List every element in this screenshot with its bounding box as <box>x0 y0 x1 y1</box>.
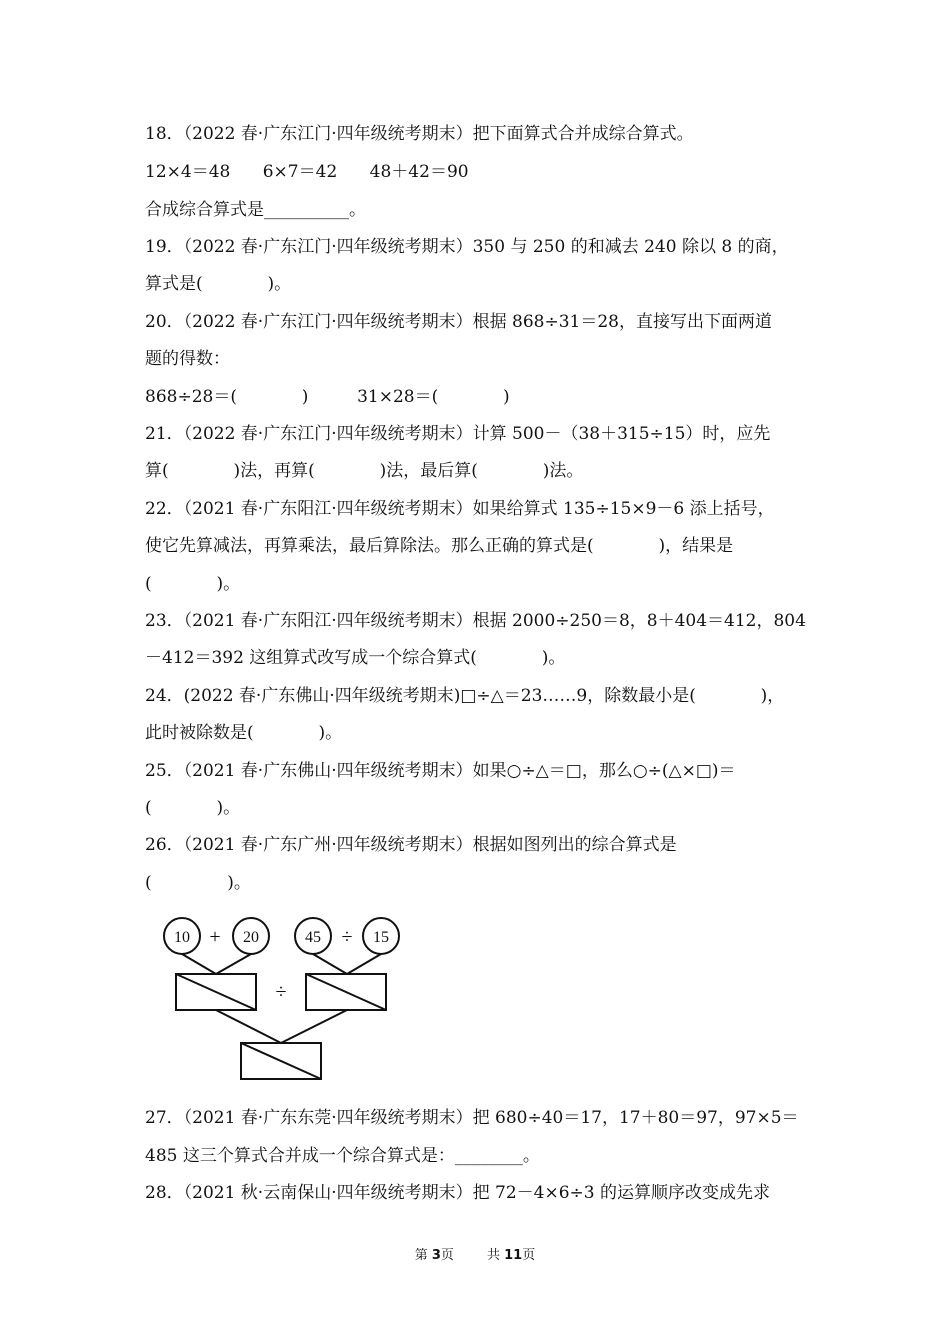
question-25-line-1: 25．（2021 春·广东佛山·四年级统考期末）如果○÷△＝□，那么○÷(△×□)＝ <box>145 761 736 781</box>
question-22-line-3: ( )。 <box>145 574 241 594</box>
box-diagonal-final <box>241 1043 321 1079</box>
page-suffix: 页 <box>440 1248 454 1263</box>
box-diagonal-left <box>176 974 256 1010</box>
question-27-line-2: 485 这三个算式合并成一个综合算式是：________。 <box>145 1146 540 1166</box>
question-22-line-2: 使它先算减法，再算乘法，最后算除法。那么正确的算式是( )，结果是 <box>145 536 734 556</box>
question-23-line-2: －412＝392 这组算式改写成一个综合算式( )。 <box>145 648 566 668</box>
question-20-line-3: 868÷28＝( ) 31×28＝( ) <box>145 387 510 407</box>
total-prefix: 共 <box>487 1248 505 1263</box>
question-18-line-1: 18．（2022 春·广东江门·四年级统考期末）把下面算式合并成综合算式。 <box>145 124 694 144</box>
question-18-line-3: 合成综合算式是__________。 <box>145 200 366 220</box>
plus-sign: + <box>209 926 221 948</box>
question-26-line-2: ( )。 <box>145 873 251 893</box>
question-27-line-1: 27．（2021 春·广东东莞·四年级统考期末）把 680÷40＝17，17＋80＝97，97×5＝ <box>145 1108 799 1128</box>
question-21-line-1: 21．（2022 春·广东江门·四年级统考期末）计算 500－（38＋315÷15）时，应先 <box>145 424 771 444</box>
question-26-line-1: 26．（2021 春·广东广州·四年级统考期末）根据如图列出的综合算式是 <box>145 835 677 855</box>
connector-3 <box>313 954 347 974</box>
footer-gap <box>454 1248 487 1263</box>
divide-sign-middle: ÷ <box>275 981 287 1003</box>
question-23-line-1: 23．（2021 春·广东阳江·四年级统考期末）根据 2000÷250＝8，8＋404＝412，804 <box>145 611 806 631</box>
total-suffix: 页 <box>522 1248 536 1263</box>
number-10: 10 <box>174 929 190 946</box>
question-24-line-1: 24．(2022 春·广东佛山·四年级统考期末)□÷△＝23……9，除数最小是( )， <box>145 686 785 706</box>
connector-4 <box>347 954 381 974</box>
connector-1 <box>182 954 216 974</box>
question-24-line-2: 此时被除数是( )。 <box>145 723 343 743</box>
divide-sign-top: ÷ <box>341 926 353 948</box>
question-19-line-2: 算式是( )。 <box>145 274 292 294</box>
question-20-line-2: 题的得数： <box>145 349 230 369</box>
number-15: 15 <box>373 929 389 946</box>
connector-6 <box>281 1010 347 1043</box>
question-18-line-2: 12×4＝48 6×7＝42 48＋42＝90 <box>145 162 469 182</box>
connector-2 <box>216 954 251 974</box>
question-25-line-2: ( )。 <box>145 798 241 818</box>
question-19-line-1: 19．（2022 春·广东江门·四年级统考期末）350 与 250 的和减去 240 除以 8 的商， <box>145 237 789 257</box>
page-number: 3 <box>431 1248 441 1263</box>
question-20-line-1: 20．（2022 春·广东江门·四年级统考期末）根据 868÷31＝28，直接写出下面两道 <box>145 312 772 332</box>
connector-5 <box>216 1010 281 1043</box>
total-pages: 11 <box>504 1248 523 1263</box>
question-26-diagram <box>158 912 418 1084</box>
number-20: 20 <box>243 929 259 946</box>
question-21-line-2: 算( )法，再算( )法，最后算( )法。 <box>145 461 584 481</box>
page-footer <box>0 1244 950 1263</box>
box-diagonal-right <box>306 974 386 1010</box>
page-prefix: 第 <box>414 1248 432 1263</box>
question-28-line-1: 28．（2021 秋·云南保山·四年级统考期末）把 72－4×6÷3 的运算顺序改变成先求 <box>145 1183 770 1203</box>
question-22-line-1: 22．（2021 春·广东阳江·四年级统考期末）如果给算式 135÷15×9－6 添上括号， <box>145 499 775 519</box>
number-45: 45 <box>305 929 321 946</box>
